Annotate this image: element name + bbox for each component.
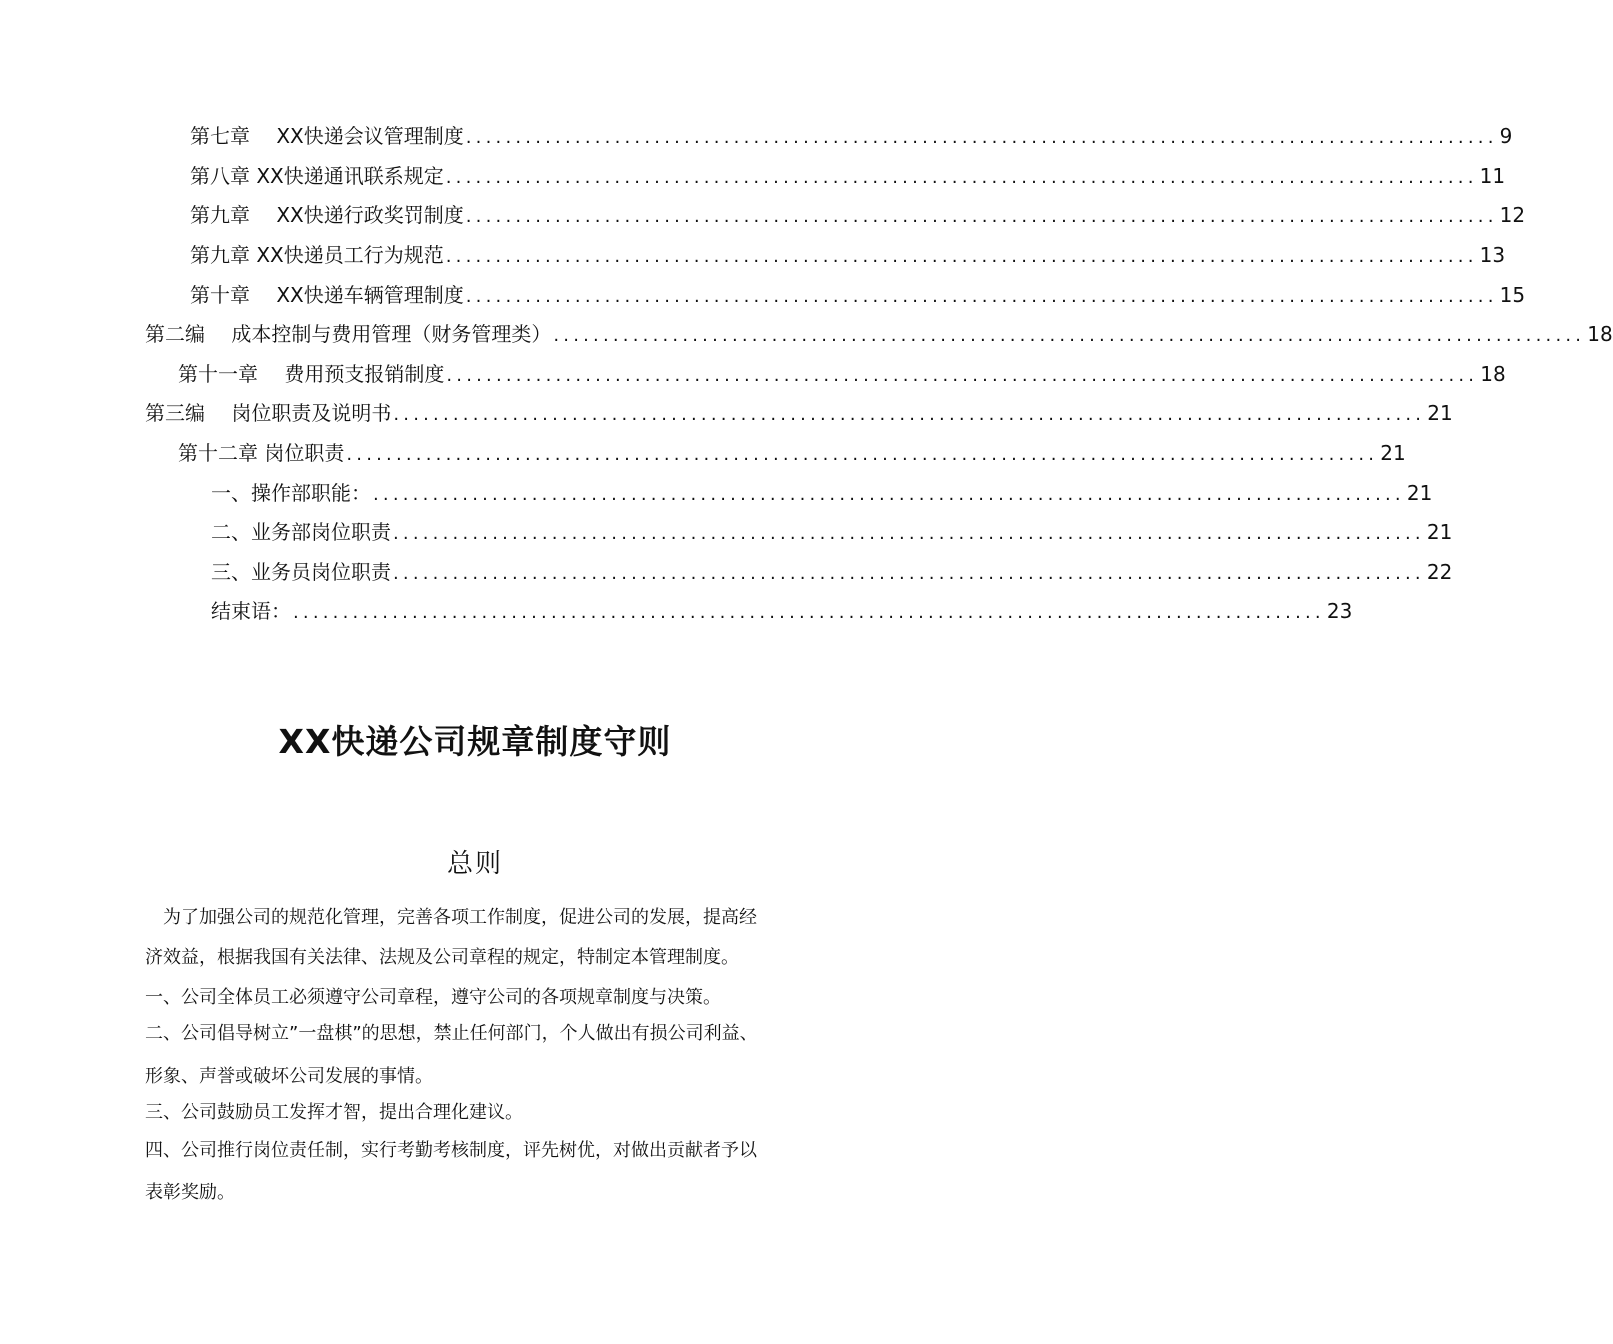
- toc-entry-title: 二、业务部岗位职责: [211, 520, 391, 544]
- toc-entry[interactable]: [190, 201, 1526, 231]
- toc-entry-page: 18: [1587, 322, 1613, 346]
- toc-entry-page: 18: [1480, 362, 1506, 386]
- toc-entry[interactable]: [190, 241, 1506, 271]
- toc-entry-page: 21: [1380, 441, 1406, 465]
- body-paragraph-line: 形象、声誉或破坏公司发展的事情。: [145, 1066, 433, 1087]
- toc-leader-dots: ........................................................................................................: [393, 563, 1425, 584]
- toc-leader-dots: ........................................................................................................: [393, 404, 1426, 425]
- toc-entry-page: 23: [1326, 599, 1353, 623]
- toc-entry-title: 第二编 成本控制与费用管理（财务管理类）: [145, 322, 552, 346]
- toc-entry-title: 三、业务员岗位职责: [211, 560, 391, 584]
- body-paragraph-line: 四、公司推行岗位责任制，实行考勤考核制度，评先树优，对做出贡献者予以: [145, 1140, 757, 1161]
- toc-entry-title: 结束语：: [211, 599, 291, 623]
- toc-entry[interactable]: [190, 162, 1506, 192]
- toc-entry[interactable]: [190, 122, 1513, 152]
- body-paragraph-line: 一、公司全体员工必须遵守公司章程，遵守公司的各项规章制度与决策。: [145, 987, 721, 1008]
- toc-leader-dots: ........................................................................................................: [553, 325, 1586, 346]
- document-title: XX快递公司规章制度守则: [278, 722, 672, 761]
- toc-entry-title: 第三编 岗位职责及说明书: [145, 401, 392, 425]
- toc-leader-dots: ........................................................................................................: [465, 206, 1498, 227]
- toc-leader-dots: ........................................................................................................: [445, 167, 1478, 188]
- toc-entry[interactable]: [211, 479, 1433, 509]
- toc-entry-page: 15: [1499, 283, 1526, 307]
- toc-leader-dots: ........................................................................................................: [393, 523, 1425, 544]
- toc-entry-title: 第八章 XX快递通讯联系规定: [190, 164, 444, 188]
- toc-entry-title: 第十二章 岗位职责: [178, 441, 345, 465]
- toc-leader-dots: ........................................................................................................: [445, 246, 1478, 267]
- toc-entry[interactable]: [145, 399, 1453, 429]
- body-paragraph-line: 济效益，根据我国有关法律、法规及公司章程的规定，特制定本管理制度。: [145, 947, 739, 968]
- toc-entry[interactable]: [145, 320, 1613, 350]
- toc-leader-dots: ........................................................................................................: [373, 484, 1405, 505]
- body-paragraph-line: 表彰奖励。: [145, 1182, 235, 1203]
- toc-leader-dots: ........................................................................................................: [465, 286, 1498, 307]
- toc-entry[interactable]: [211, 597, 1353, 627]
- toc-entry-title: 第九章 XX快递员工行为规范: [190, 243, 444, 267]
- toc-entry[interactable]: [178, 360, 1506, 390]
- body-paragraph-line: 二、公司倡导树立”一盘棋”的思想，禁止任何部门，个人做出有损公司利益、: [145, 1023, 758, 1044]
- body-paragraph-line: 为了加强公司的规范化管理，完善各项工作制度，促进公司的发展，提高经: [145, 907, 757, 928]
- toc-entry-title: 第九章 XX快递行政奖罚制度: [190, 203, 464, 227]
- toc-entry[interactable]: [211, 558, 1453, 588]
- toc-leader-dots: ........................................................................................................: [446, 365, 1479, 386]
- toc-entry-page: 21: [1427, 401, 1453, 425]
- toc-entry-page: 12: [1499, 203, 1526, 227]
- toc-entry-page: 21: [1426, 520, 1453, 544]
- toc-entry-page: 22: [1426, 560, 1453, 584]
- body-paragraph-line: 三、公司鼓励员工发挥才智，提出合理化建议。: [145, 1102, 523, 1123]
- toc-entry[interactable]: [190, 281, 1526, 311]
- toc-entry-page: 9: [1499, 124, 1513, 148]
- toc-leader-dots: ........................................................................................................: [293, 602, 1325, 623]
- toc-entry-page: 21: [1406, 481, 1433, 505]
- section-title: 总则: [446, 849, 503, 879]
- toc-leader-dots: ........................................................................................................: [346, 444, 1379, 465]
- toc-entry-title: 第十一章 费用预支报销制度: [178, 362, 445, 386]
- toc-entry[interactable]: [178, 439, 1406, 469]
- toc-entry-page: 13: [1479, 243, 1506, 267]
- toc-entry-page: 11: [1479, 164, 1506, 188]
- toc-leader-dots: ........................................................................................................: [465, 127, 1498, 148]
- toc-entry-title: 第七章 XX快递会议管理制度: [190, 124, 464, 148]
- toc-entry-title: 第十章 XX快递车辆管理制度: [190, 283, 464, 307]
- toc-entry[interactable]: [211, 518, 1453, 548]
- toc-entry-title: 一、操作部职能：: [211, 481, 371, 505]
